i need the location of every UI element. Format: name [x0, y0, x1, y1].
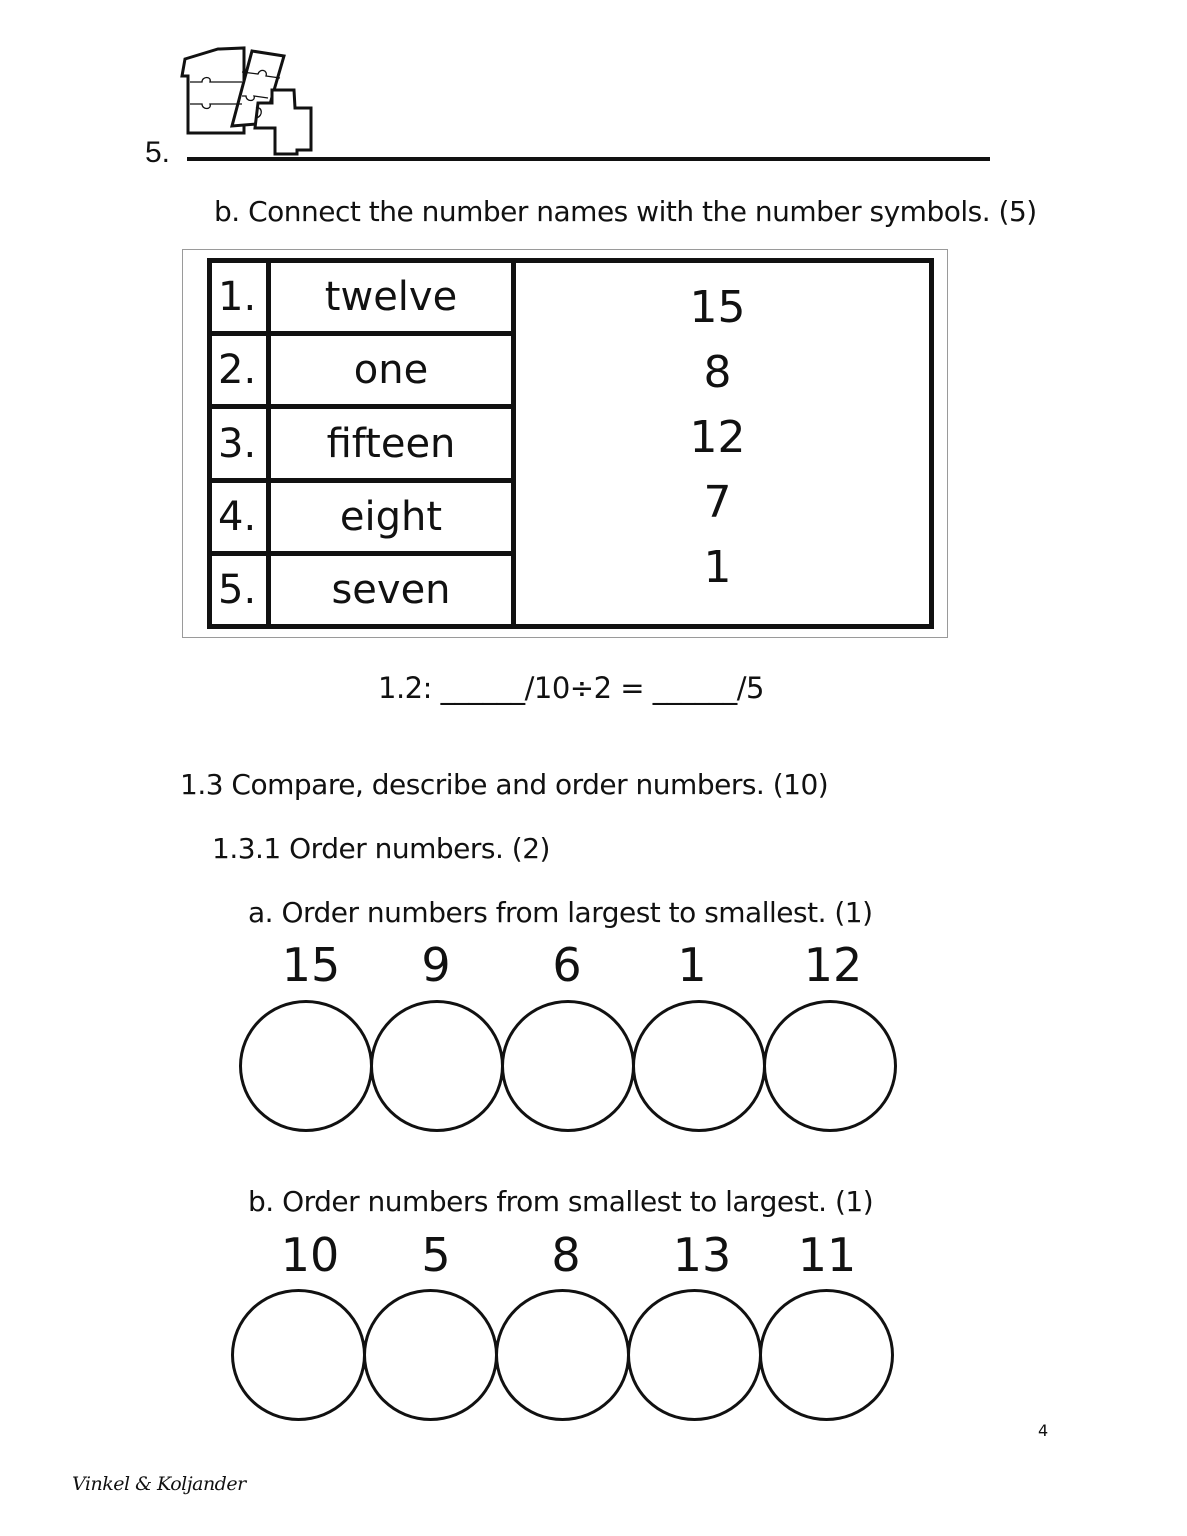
- number-name[interactable]: fifteen: [271, 409, 511, 482]
- number-symbol[interactable]: 1: [703, 541, 732, 593]
- part-b-instruction: b. Order numbers from smallest to largest. (1): [248, 1185, 874, 1218]
- number-name[interactable]: seven: [331, 566, 451, 613]
- row-number: 1.: [212, 263, 266, 336]
- answer-circle[interactable]: [501, 1000, 635, 1132]
- number-symbol-column: [516, 263, 929, 624]
- row-number: 5.: [218, 566, 257, 613]
- part-a-number: 1: [677, 938, 707, 992]
- part-a-numbers: [0, 938, 1187, 998]
- number-name[interactable]: eight: [271, 483, 511, 556]
- answer-circle[interactable]: [763, 1000, 897, 1132]
- part-b-number: 5: [421, 1228, 451, 1282]
- footer-credit: Vinkel & Koljander: [72, 1473, 246, 1495]
- answer-line-question-5[interactable]: [187, 157, 990, 161]
- part-a-instruction: a. Order numbers from largest to smallest. (1): [248, 896, 873, 929]
- number-symbol[interactable]: 12: [689, 411, 746, 463]
- part-a-number: 12: [803, 938, 863, 992]
- answer-circle[interactable]: [231, 1289, 366, 1421]
- page-number: 4: [1038, 1421, 1049, 1440]
- question-5-label: 5.: [145, 136, 171, 169]
- part-a-number: 9: [421, 938, 451, 992]
- part-b-numbers: [0, 1228, 1187, 1288]
- puzzle-number-14-icon: [180, 46, 325, 158]
- number-column: [212, 263, 271, 624]
- number-name[interactable]: one: [271, 336, 511, 409]
- row-number: 4.: [212, 483, 266, 556]
- number-name[interactable]: twelve: [271, 263, 511, 336]
- row-number: 2.: [212, 336, 266, 409]
- part-a-number: 15: [281, 938, 341, 992]
- part-b-answer-circles: [231, 1289, 894, 1421]
- answer-circle[interactable]: [495, 1289, 630, 1421]
- part-b-number: 13: [672, 1228, 732, 1282]
- number-symbol[interactable]: 15: [689, 281, 746, 333]
- part-a-number: 6: [552, 938, 582, 992]
- part-a-answer-circles: [239, 1000, 897, 1132]
- score-line: 1.2: ______/10÷2 = ______/5: [378, 671, 764, 705]
- answer-circle[interactable]: [632, 1000, 766, 1132]
- part-b-number: 10: [280, 1228, 340, 1282]
- number-symbol[interactable]: 8: [703, 346, 732, 398]
- answer-circle[interactable]: [239, 1000, 373, 1132]
- number-name-column: [271, 263, 516, 624]
- part-b-number: 8: [551, 1228, 581, 1282]
- row-number: 3.: [212, 409, 266, 482]
- connect-instruction: b. Connect the number names with the number symbols. (5): [214, 195, 1037, 228]
- section-1-3-1-heading: 1.3.1 Order numbers. (2): [212, 832, 550, 865]
- part-b-number: 11: [797, 1228, 857, 1282]
- answer-circle[interactable]: [759, 1289, 894, 1421]
- section-1-3-heading: 1.3 Compare, describe and order numbers. (10): [180, 768, 829, 801]
- matching-table: [207, 258, 934, 629]
- answer-circle[interactable]: [363, 1289, 498, 1421]
- answer-circle[interactable]: [627, 1289, 762, 1421]
- number-symbol[interactable]: 7: [703, 476, 732, 528]
- answer-circle[interactable]: [370, 1000, 504, 1132]
